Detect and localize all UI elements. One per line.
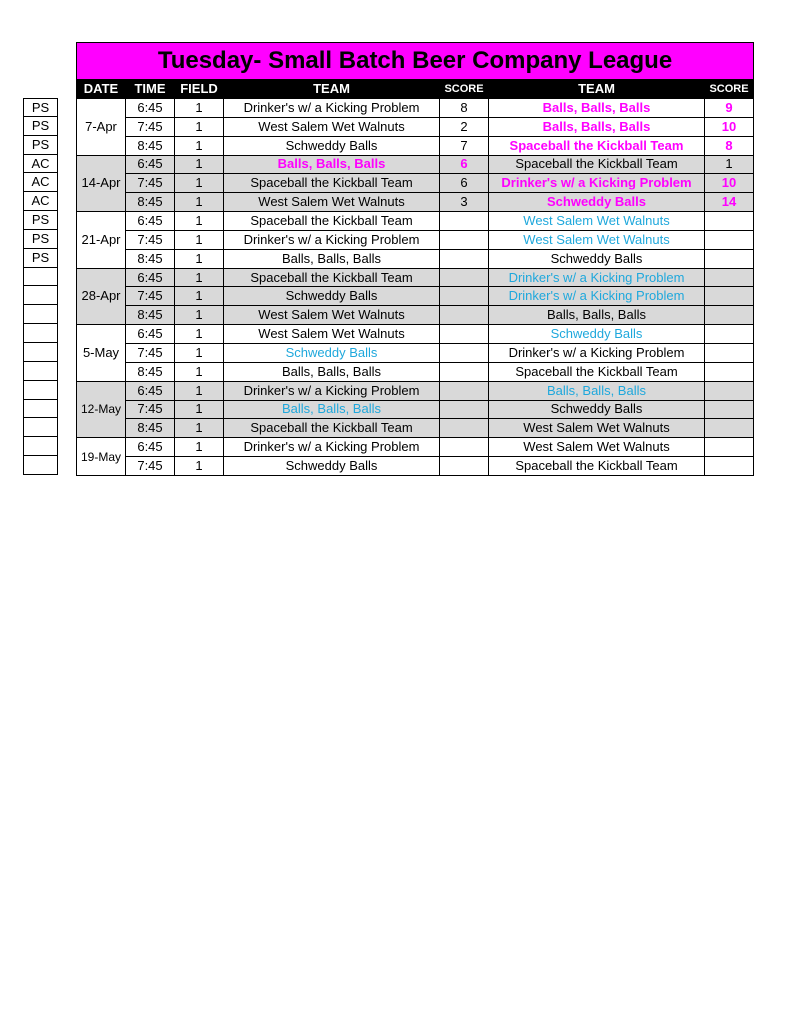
header-team-away: TEAM — [489, 80, 705, 99]
away-score — [705, 381, 754, 400]
away-score — [705, 287, 754, 306]
game-time: 7:45 — [126, 174, 175, 193]
game-field: 1 — [175, 117, 224, 136]
away-score — [705, 268, 754, 287]
side-code-cell: PS — [23, 230, 58, 249]
home-score — [440, 381, 489, 400]
side-code-cell: PS — [23, 98, 58, 117]
week-date: 28-Apr — [77, 268, 126, 325]
game-row — [77, 457, 754, 476]
home-team: Schweddy Balls — [224, 343, 440, 362]
game-field: 1 — [175, 212, 224, 231]
game-row — [77, 99, 754, 118]
home-team: Drinker's w/ a Kicking Problem — [224, 438, 440, 457]
game-field: 1 — [175, 230, 224, 249]
game-field: 1 — [175, 343, 224, 362]
home-score — [440, 306, 489, 325]
away-score: 8 — [705, 136, 754, 155]
header-score-home: SCORE — [440, 80, 489, 99]
game-row — [77, 381, 754, 400]
home-team: West Salem Wet Walnuts — [224, 193, 440, 212]
game-field: 1 — [175, 457, 224, 476]
week-date: 14-Apr — [77, 155, 126, 212]
home-team: Spaceball the Kickball Team — [224, 419, 440, 438]
game-row — [77, 268, 754, 287]
game-row — [77, 400, 754, 419]
game-time: 6:45 — [126, 155, 175, 174]
week-date: 7-Apr — [77, 99, 126, 156]
game-row — [77, 117, 754, 136]
home-score — [440, 268, 489, 287]
game-time: 6:45 — [126, 212, 175, 231]
side-code-cell — [23, 362, 58, 381]
week-date: 12-May — [77, 381, 126, 438]
game-time: 8:45 — [126, 362, 175, 381]
away-team: Spaceball the Kickball Team — [489, 457, 705, 476]
home-score — [440, 362, 489, 381]
side-code-cell — [23, 418, 58, 437]
away-score: 14 — [705, 193, 754, 212]
away-team: Schweddy Balls — [489, 193, 705, 212]
game-row — [77, 193, 754, 212]
away-score — [705, 306, 754, 325]
away-team: Schweddy Balls — [489, 325, 705, 344]
home-team: West Salem Wet Walnuts — [224, 117, 440, 136]
home-score — [440, 212, 489, 231]
game-field: 1 — [175, 155, 224, 174]
week-date: 5-May — [77, 325, 126, 382]
header-field: FIELD — [175, 80, 224, 99]
game-time: 7:45 — [126, 117, 175, 136]
home-team: Balls, Balls, Balls — [224, 400, 440, 419]
game-field: 1 — [175, 400, 224, 419]
home-score: 8 — [440, 99, 489, 118]
home-team: Balls, Balls, Balls — [224, 362, 440, 381]
away-score: 10 — [705, 174, 754, 193]
side-code-cell — [23, 343, 58, 362]
home-team: Balls, Balls, Balls — [224, 249, 440, 268]
game-row — [77, 155, 754, 174]
away-team: Balls, Balls, Balls — [489, 306, 705, 325]
away-score — [705, 438, 754, 457]
game-time: 7:45 — [126, 343, 175, 362]
game-time: 6:45 — [126, 99, 175, 118]
home-score: 3 — [440, 193, 489, 212]
home-team: Schweddy Balls — [224, 136, 440, 155]
home-team: Spaceball the Kickball Team — [224, 174, 440, 193]
game-row — [77, 306, 754, 325]
away-score: 1 — [705, 155, 754, 174]
away-score — [705, 230, 754, 249]
game-row — [77, 438, 754, 457]
header-row — [77, 80, 754, 99]
home-team: West Salem Wet Walnuts — [224, 306, 440, 325]
side-code-cell — [23, 268, 58, 287]
game-time: 7:45 — [126, 400, 175, 419]
home-score: 6 — [440, 155, 489, 174]
game-time: 7:45 — [126, 287, 175, 306]
game-row — [77, 249, 754, 268]
away-score — [705, 362, 754, 381]
away-team: West Salem Wet Walnuts — [489, 212, 705, 231]
side-code-column — [23, 98, 58, 475]
away-team: West Salem Wet Walnuts — [489, 419, 705, 438]
home-score — [440, 249, 489, 268]
away-team: Balls, Balls, Balls — [489, 117, 705, 136]
away-team: Schweddy Balls — [489, 249, 705, 268]
game-time: 8:45 — [126, 306, 175, 325]
game-field: 1 — [175, 306, 224, 325]
side-code-cell: AC — [23, 155, 58, 174]
away-team: Drinker's w/ a Kicking Problem — [489, 174, 705, 193]
game-time: 6:45 — [126, 268, 175, 287]
away-team: Drinker's w/ a Kicking Problem — [489, 343, 705, 362]
away-score: 10 — [705, 117, 754, 136]
side-code-cell — [23, 400, 58, 419]
game-field: 1 — [175, 362, 224, 381]
away-team: Spaceball the Kickball Team — [489, 362, 705, 381]
away-score — [705, 419, 754, 438]
away-score — [705, 343, 754, 362]
away-team: Drinker's w/ a Kicking Problem — [489, 268, 705, 287]
home-team: Schweddy Balls — [224, 457, 440, 476]
home-team: Spaceball the Kickball Team — [224, 212, 440, 231]
away-team: Spaceball the Kickball Team — [489, 155, 705, 174]
header-time: TIME — [126, 80, 175, 99]
away-score: 9 — [705, 99, 754, 118]
away-team: West Salem Wet Walnuts — [489, 230, 705, 249]
home-score — [440, 287, 489, 306]
side-code-cell: PS — [23, 136, 58, 155]
game-field: 1 — [175, 99, 224, 118]
game-time: 8:45 — [126, 136, 175, 155]
side-code-cell: AC — [23, 192, 58, 211]
side-code-cell — [23, 305, 58, 324]
away-score — [705, 457, 754, 476]
game-time: 7:45 — [126, 230, 175, 249]
page-title: Tuesday- Small Batch Beer Company League — [77, 43, 754, 80]
home-score — [440, 230, 489, 249]
game-row — [77, 287, 754, 306]
game-time: 7:45 — [126, 457, 175, 476]
home-team: Balls, Balls, Balls — [224, 155, 440, 174]
side-code-cell: PS — [23, 117, 58, 136]
away-team: Schweddy Balls — [489, 400, 705, 419]
home-score — [440, 325, 489, 344]
game-row — [77, 136, 754, 155]
away-score — [705, 325, 754, 344]
away-score — [705, 249, 754, 268]
side-code-cell — [23, 437, 58, 456]
away-team: Drinker's w/ a Kicking Problem — [489, 287, 705, 306]
home-team: Drinker's w/ a Kicking Problem — [224, 230, 440, 249]
away-score — [705, 212, 754, 231]
home-team: West Salem Wet Walnuts — [224, 325, 440, 344]
side-code-cell: PS — [23, 249, 58, 268]
game-row — [77, 174, 754, 193]
away-team: Balls, Balls, Balls — [489, 381, 705, 400]
side-code-cell — [23, 381, 58, 400]
game-time: 8:45 — [126, 249, 175, 268]
side-code-cell: PS — [23, 211, 58, 230]
schedule-table — [76, 42, 754, 476]
game-time: 6:45 — [126, 438, 175, 457]
header-score-away: SCORE — [705, 80, 754, 99]
game-field: 1 — [175, 287, 224, 306]
home-score: 2 — [440, 117, 489, 136]
game-field: 1 — [175, 325, 224, 344]
game-field: 1 — [175, 419, 224, 438]
home-score — [440, 419, 489, 438]
away-score — [705, 400, 754, 419]
side-code-cell — [23, 456, 58, 475]
side-code-cell — [23, 324, 58, 343]
home-score — [440, 438, 489, 457]
game-row — [77, 325, 754, 344]
game-row — [77, 230, 754, 249]
side-code-cell — [23, 286, 58, 305]
away-team: West Salem Wet Walnuts — [489, 438, 705, 457]
away-team: Balls, Balls, Balls — [489, 99, 705, 118]
game-row — [77, 362, 754, 381]
home-team: Schweddy Balls — [224, 287, 440, 306]
game-row — [77, 212, 754, 231]
game-field: 1 — [175, 438, 224, 457]
game-field: 1 — [175, 136, 224, 155]
away-team: Spaceball the Kickball Team — [489, 136, 705, 155]
side-code-cell: AC — [23, 173, 58, 192]
home-team: Drinker's w/ a Kicking Problem — [224, 381, 440, 400]
home-score — [440, 457, 489, 476]
game-field: 1 — [175, 381, 224, 400]
home-score — [440, 343, 489, 362]
home-score — [440, 400, 489, 419]
week-date: 21-Apr — [77, 212, 126, 269]
home-team: Drinker's w/ a Kicking Problem — [224, 99, 440, 118]
game-time: 6:45 — [126, 325, 175, 344]
home-score: 6 — [440, 174, 489, 193]
game-time: 6:45 — [126, 381, 175, 400]
game-time: 8:45 — [126, 419, 175, 438]
game-row — [77, 419, 754, 438]
game-time: 8:45 — [126, 193, 175, 212]
game-field: 1 — [175, 193, 224, 212]
game-row — [77, 343, 754, 362]
header-team-home: TEAM — [224, 80, 440, 99]
week-date: 19-May — [77, 438, 126, 476]
home-score: 7 — [440, 136, 489, 155]
game-field: 1 — [175, 249, 224, 268]
game-field: 1 — [175, 174, 224, 193]
game-field: 1 — [175, 268, 224, 287]
header-date: DATE — [77, 80, 126, 99]
home-team: Spaceball the Kickball Team — [224, 268, 440, 287]
